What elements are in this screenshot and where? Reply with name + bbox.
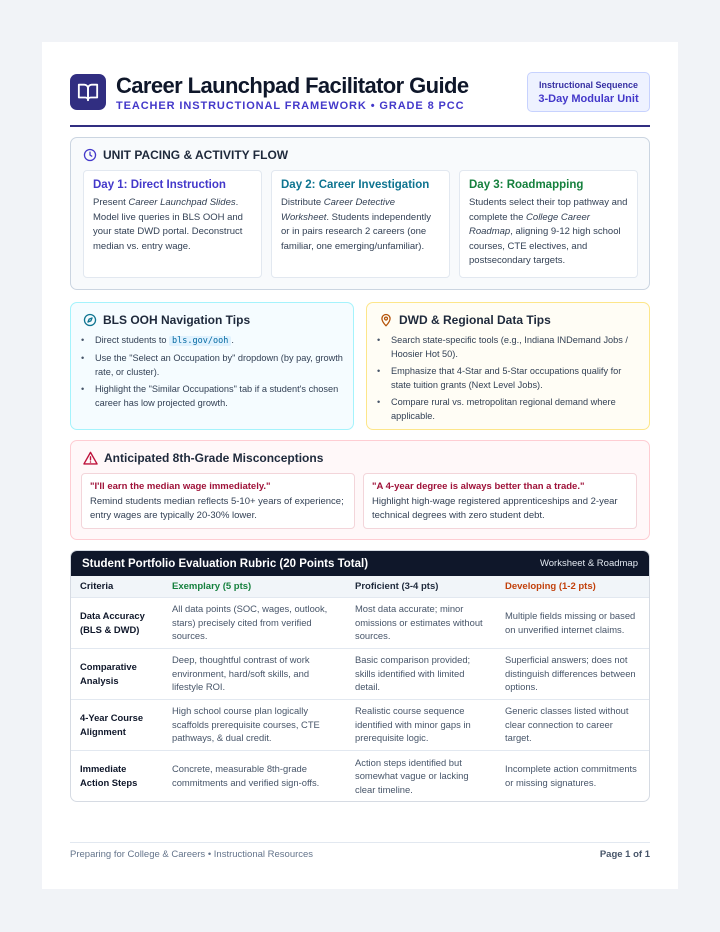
dwd-tip-list: [377, 333, 641, 426]
table-row: [71, 648, 649, 699]
list-item: • Search state-specific tools (e.g., Indiana INDemand Jobs / Hoosier Hot 50).: [377, 333, 641, 361]
dwd-heading-text: DWD & Regional Data Tips: [399, 313, 551, 327]
bls-heading: [83, 313, 250, 327]
table-cell: Data Accuracy (BLS & DWD): [71, 597, 163, 648]
misconception-response: Highlight high-wage registered apprenticeships and 2-year technical degrees with zero student debt.: [372, 496, 618, 521]
table-cell: Action steps identified but somewhat vague or lacking clear timeline.: [355, 756, 469, 795]
dwd-tips-panel: [366, 302, 650, 430]
sequence-badge: [527, 72, 650, 112]
bls-heading-text: BLS OOH Navigation Tips: [103, 313, 251, 327]
table-cell: Superficial answers; does not distinguish differences between options.: [496, 648, 649, 699]
day-description: Students select their top pathway and complete the College Career Roadmap, aligning 9-12 high school courses, CTE electives, and postsecondary targets.: [469, 197, 628, 266]
column-header: Proficient (3-4 pts): [346, 576, 496, 597]
unit-pacing-panel: [70, 137, 650, 290]
table-cell: Most data accurate; minor omissions or estimates without sources.: [346, 597, 496, 648]
footer-text: Preparing for College & Careers • Instructional Resources: [70, 849, 314, 860]
bls-tip-list: [81, 333, 345, 413]
table-cell: Incomplete action commitments or missing signatures.: [505, 763, 637, 788]
day-2-card: [271, 170, 450, 278]
page-number: Page 1 of 1: [599, 849, 650, 860]
misconceptions-panel: [70, 440, 650, 540]
warning-icon: [83, 451, 98, 465]
page-content: [70, 72, 650, 860]
table-cell: Basic comparison provided; skills identified with limited detail.: [346, 648, 496, 699]
table-cell: Comparative Analysis: [71, 648, 163, 699]
ooh-link[interactable]: bls.gov/ooh: [169, 336, 231, 346]
misconception-quote: "I'll earn the median wage immediately.": [90, 481, 271, 492]
column-header: Exemplary (5 pts): [163, 576, 346, 597]
misconception-card: [363, 473, 637, 529]
table-cell: 4-Year Course Alignment: [71, 699, 163, 750]
day-description: Present Career Launchpad Slides. Model live queries in BLS OOH and your state DWD portal. Deconstruct median vs. entry wage.: [93, 197, 243, 252]
table-cell: Realistic course sequence identified with minor gaps in prerequisite logic.: [346, 699, 496, 750]
rubric-title: Student Portfolio Evaluation Rubric (20 Points Total): [82, 557, 369, 570]
clock-icon: [83, 148, 97, 162]
column-header: Criteria: [71, 576, 163, 597]
rubric-table: [71, 576, 649, 801]
page-subtitle: TEACHER INSTRUCTIONAL FRAMEWORK • GRADE 8 PCC: [116, 100, 465, 112]
table-row: [71, 699, 649, 750]
rubric-table-panel: [70, 550, 650, 802]
book-icon: [70, 74, 106, 110]
day-description: Distribute Career Detective Worksheet. Students independently or in pairs research 2 careers (one familiar, one emerging/unfamiliar).: [281, 197, 431, 252]
pacing-heading: [83, 148, 288, 162]
table-cell: Deep, thoughtful contrast of work environment, hard/soft skills, and lifestyle ROI.: [163, 648, 346, 699]
header-divider: [70, 125, 650, 127]
list-item: • Highlight the "Similar Occupations" tab if a student's chosen career has low projected growth.: [81, 382, 345, 410]
pacing-heading-text: UNIT PACING & ACTIVITY FLOW: [103, 148, 289, 162]
misconceptions-heading-text: Anticipated 8th-Grade Misconceptions: [104, 451, 324, 465]
footer-divider: [70, 842, 650, 843]
page-title: Career Launchpad Facilitator Guide: [116, 73, 469, 98]
table-row: [71, 597, 649, 648]
map-pin-icon: [379, 313, 393, 327]
misconceptions-heading: [83, 451, 323, 465]
sequence-label: Instructional Sequence: [538, 80, 639, 90]
rubric-subtitle: Worksheet & Roadmap: [539, 558, 638, 569]
table-cell: Concrete, measurable 8th-grade commitments and verified sign-offs.: [172, 763, 320, 788]
list-item: • Emphasize that 4-Star and 5-Star occupations qualify for state tuition grants (Next Level Jobs).: [377, 364, 641, 392]
list-item: • Direct students to bls.gov/ooh .: [81, 333, 345, 348]
table-cell: Generic classes listed without clear connection to career target.: [496, 699, 649, 750]
misconception-card: [81, 473, 355, 529]
list-item: • Use the "Select an Occupation by" dropdown (by pay, growth rate, or cluster).: [81, 351, 345, 379]
document-page: [42, 42, 678, 889]
rubric-header-bar: [71, 551, 649, 576]
day-title: Day 3: Roadmapping: [469, 179, 584, 191]
table-cell: Multiple fields missing or based on unverified internet claims.: [496, 597, 649, 648]
sequence-value: 3-Day Modular Unit: [538, 93, 639, 105]
day-1-card: [83, 170, 262, 278]
bls-tips-panel: [70, 302, 354, 430]
compass-icon: [83, 313, 97, 327]
dwd-heading: [379, 313, 551, 327]
day-title: Day 1: Direct Instruction: [93, 179, 226, 191]
column-header: Developing (1-2 pts): [496, 576, 649, 597]
day-3-card: [459, 170, 638, 278]
table-row: [71, 750, 649, 801]
list-item: • Compare rural vs. metropolitan regional demand where applicable.: [377, 395, 641, 423]
misconception-response: Remind students median reflects 5-10+ years of experience; entry wages are typically 20-30% lower.: [90, 496, 344, 521]
table-header-row: [71, 576, 649, 597]
page-header: [70, 72, 650, 124]
table-cell: High school course plan logically scaffolds prerequisite courses, CTE pathways, & dual credit.: [163, 699, 346, 750]
table-cell: All data points (SOC, wages, outlook, stars) precisely cited from verified sources.: [163, 597, 346, 648]
table-cell: Immediate Action Steps: [80, 763, 138, 788]
misconception-quote: "A 4-year degree is always better than a trade.": [372, 481, 585, 492]
day-title: Day 2: Career Investigation: [281, 179, 430, 191]
